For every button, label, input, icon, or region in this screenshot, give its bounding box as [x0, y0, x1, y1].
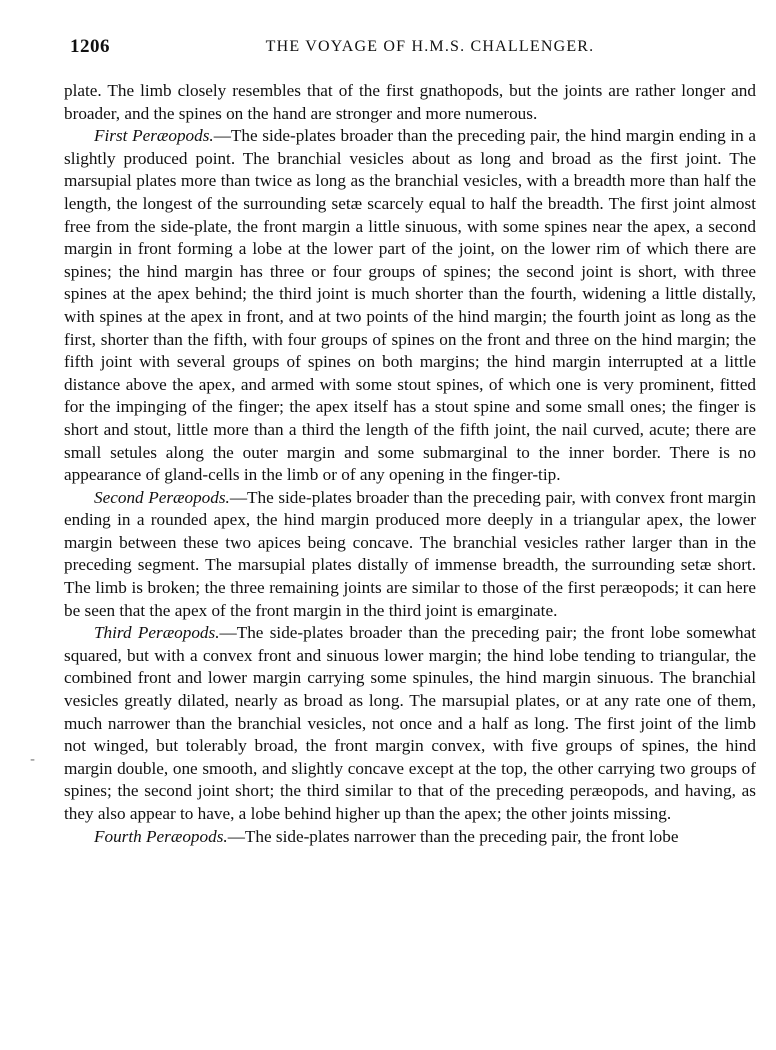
page-body: [64, 80, 756, 848]
paragraph-text: —The side-plates broader than the preceding pair, the hind margin ending in a slightly produced point. The branchial vesicles about as long and broad as the first joint. The marsupial plates more than twice as long as the branchial vesicles, with a breadth more than half the length, the longest of the surrounding setæ scarcely equal to half the breadth. The first joint almost free from the side-plate, the front margin a little sinuous, with some spines near the apex, a second margin in front forming a lobe at the lower part of the joint, on the lower rim of which there are spines; the hind margin has three or four groups of spines; the second joint is short, with three spines at the apex behind; the third joint is much shorter than the fourth, widening a little distally, with spines at the apex in front, and at two points of the hind margin; the fourth joint as long as the first, shorter than the fifth, with four groups of spines on the front and three on the hind margin; the fifth joint with several groups of spines on both margins; the hind margin interrupted at a little distance above the apex, and armed with some stout spines, of which one is very prominent, fitted for the impinging of the finger; the apex itself has a stout spine and some small ones; the finger is short and stout, little more than a third the length of the fifth joint, the nail curved, acute; there are small setules along the outer margin and some submarginal to the inner border. There is no appearance of gland-cells in the limb or of any opening in the finger-tip.: [64, 126, 756, 485]
paragraph-text: —The side-plates broader than the preceding pair; the front lobe somewhat squared, but with a convex front and sinuous lower margin; the hind lobe tending to triangular, the combined front and lower margin carrying some spinules, the hind margin sinuous. The branchial vesicles greatly dilated, nearly as broad as long. The marsupial plates, or at any rate one of them, much narrower than the branchial vesicles, not once and a half as long. The first joint of the limb not winged, but tolerably broad, the front margin convex, with five groups of spines, the hind margin double, one smooth, and slightly concave except at the top, the other carrying two groups of spines; the second joint short; the third similar to that of the preceding peræopods, and having, as they also appear to have, a lobe behind higher up than the apex; the other joints missing.: [64, 623, 756, 823]
margin-mark: -: [30, 752, 36, 768]
paragraph-fourth-peraeopods: [64, 826, 756, 849]
running-title: THE VOYAGE OF H.M.S. CHALLENGER.: [265, 38, 595, 55]
paragraph-text: —The side-plates broader than the preceding pair, with convex front margin ending in a rounded apex, the hind margin produced more deeply in a triangular apex, the lower margin between these two apices being concave. The branchial vesicles rather larger than in the preceding segment. The marsupial plates distally of immense breadth, the surrounding setæ short. The limb is broken; the three remaining joints are similar to those of the first peræopods; it can here be seen that the apex of the front margin in the third joint is emarginate.: [64, 487, 756, 620]
page-header: [70, 36, 750, 62]
page-number: 1206: [70, 36, 110, 57]
paragraph-second-peraeopods: [64, 487, 756, 623]
section-heading: First Peræopods.: [94, 126, 214, 146]
section-heading: Third Peræopods.: [94, 623, 220, 643]
paragraph-text: —The side-plates narrower than the preceding pair, the front lobe: [227, 826, 679, 846]
paragraph-continuation: [64, 80, 756, 125]
paragraph-text: plate. The limb closely resembles that of the first gnathopods, but the joints are rather longer and broader, and the spines on the hand are stronger and more numerous.: [64, 81, 756, 123]
section-heading: Second Peræopods.: [94, 487, 230, 507]
paragraph-first-peraeopods: [64, 125, 756, 487]
paragraph-third-peraeopods: [64, 622, 756, 825]
section-heading: Fourth Peræopods.: [94, 826, 228, 846]
